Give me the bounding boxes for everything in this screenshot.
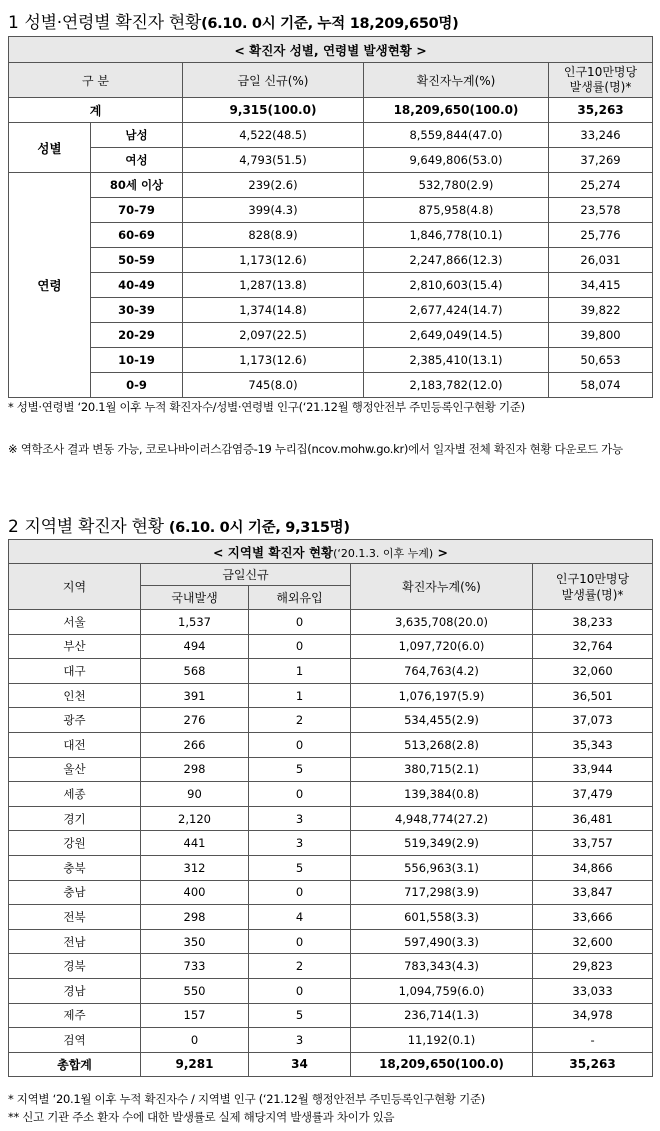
section2-number: 2 [8,517,19,537]
header-rate-line2: 발생률(명)* [561,587,624,602]
row-region: 충북 [9,855,141,880]
row-cumulative: 1,076,197(5.9) [351,683,533,708]
header-cumulative: 확진자누계(%) [364,63,549,98]
table-row [9,782,653,807]
row-rate: 34,866 [533,855,653,880]
row-cumulative: 532,780(2.9) [364,173,549,198]
total-domestic: 9,281 [141,1052,249,1077]
row-new: 1,173(12.6) [183,348,364,373]
age-group-label: 연령 [9,173,91,398]
section2-title: 지역별 확진자 현황 [24,517,164,537]
row-rate: 34,978 [533,1003,653,1028]
sex-group-label: 성별 [9,123,91,173]
total-rate: 35,263 [549,98,653,123]
row-cumulative: 1,094,759(6.0) [351,978,533,1003]
row-domestic: 276 [141,708,249,733]
row-new: 4,793(51.5) [183,148,364,173]
row-new: 1,173(12.6) [183,248,364,273]
row-cumulative: 1,846,778(10.1) [364,223,549,248]
total-cumulative: 18,209,650(100.0) [364,98,549,123]
table-row [9,732,653,757]
table-row [9,905,653,930]
row-region: 강원 [9,831,141,856]
table-row [9,659,653,684]
row-rate: 33,033 [533,978,653,1003]
row-overseas: 0 [249,782,351,807]
total-label: 총합계 [9,1052,141,1077]
row-region: 대구 [9,659,141,684]
row-rate: 37,269 [549,148,653,173]
table-row [9,954,653,979]
table-row [9,323,653,348]
row-label: 40-49 [91,273,183,298]
row-label: 50-59 [91,248,183,273]
row-cumulative: 764,763(4.2) [351,659,533,684]
row-label: 남성 [91,123,183,148]
row-domestic: 733 [141,954,249,979]
row-cumulative: 556,963(3.1) [351,855,533,880]
row-domestic: 266 [141,732,249,757]
table-row [9,198,653,223]
row-domestic: 90 [141,782,249,807]
row-rate: 33,757 [533,831,653,856]
row-rate: 33,666 [533,905,653,930]
row-overseas: 2 [249,954,351,979]
row-cumulative: 4,948,774(27.2) [351,806,533,831]
table-row [9,298,653,323]
section1-number: 1 [8,13,19,33]
table-row [9,929,653,954]
row-region: 경남 [9,978,141,1003]
section1-note2: ※ 역학조사 결과 변동 가능, 코로나바이러스감염증-19 누리집(ncov.mohw.go.kr)에서 일자별 전체 확진자 현황 다운로드 가능 [8,442,623,456]
row-cumulative: 2,677,424(14.7) [364,298,549,323]
caption-end: > [437,544,449,560]
row-overseas: 1 [249,659,351,684]
row-overseas: 4 [249,905,351,930]
section2-note1: * 지역별 ‘20.1월 이후 누적 확진자수 / 지역별 인구 (‘21.12월 행정안전부 주민등록인구현황 기준) [8,1092,485,1106]
row-new: 4,522(48.5) [183,123,364,148]
row-rate: 34,415 [549,273,653,298]
row-rate: 39,822 [549,298,653,323]
header-new: 금일 신규(%) [183,63,364,98]
caption-sub: (‘20.1.3. 이후 누계) [333,546,434,560]
row-rate: 23,578 [549,198,653,223]
row-overseas: 3 [249,806,351,831]
row-domestic: 494 [141,634,249,659]
section1-title: 성별·연령별 확진자 현황 [24,13,202,33]
row-region: 충남 [9,880,141,905]
section2-subtitle: (6.10. 0시 기준, 9,315명) [168,520,350,536]
table-row [9,123,653,148]
table-caption-row [9,37,653,63]
header-rate-line1: 인구10만명당 [555,571,630,586]
section1-subtitle: (6.10. 0시 기준, 누적 18,209,650명) [201,16,459,32]
row-cumulative: 875,958(4.8) [364,198,549,223]
row-region: 인천 [9,683,141,708]
table-row [9,223,653,248]
row-rate: 33,246 [549,123,653,148]
total-overseas: 34 [249,1052,351,1077]
row-region: 경북 [9,954,141,979]
row-overseas: 3 [249,831,351,856]
row-domestic: 391 [141,683,249,708]
row-cumulative: 597,490(3.3) [351,929,533,954]
table-header-row [9,564,653,586]
row-label: 20-29 [91,323,183,348]
row-label: 70-79 [91,198,183,223]
row-domestic: 400 [141,880,249,905]
row-domestic: 157 [141,1003,249,1028]
row-rate: 25,274 [549,173,653,198]
row-cumulative: 2,649,049(14.5) [364,323,549,348]
table-row [9,1003,653,1028]
row-rate: - [533,1028,653,1053]
row-rate: 37,479 [533,782,653,807]
row-rate: 37,073 [533,708,653,733]
row-new: 1,374(14.8) [183,298,364,323]
row-overseas: 0 [249,880,351,905]
row-region: 전남 [9,929,141,954]
table-row [9,978,653,1003]
row-domestic: 350 [141,929,249,954]
table-row [9,373,653,398]
row-cumulative: 513,268(2.8) [351,732,533,757]
table-row [9,855,653,880]
total-new: 9,315(100.0) [183,98,364,123]
row-region: 제주 [9,1003,141,1028]
row-rate: 33,847 [533,880,653,905]
row-domestic: 312 [141,855,249,880]
row-region: 검역 [9,1028,141,1053]
section2-heading [8,512,350,537]
row-overseas: 3 [249,1028,351,1053]
row-label: 60-69 [91,223,183,248]
row-new: 399(4.3) [183,198,364,223]
row-rate: 29,823 [533,954,653,979]
row-cumulative: 2,385,410(13.1) [364,348,549,373]
table-row [9,348,653,373]
row-rate: 32,060 [533,659,653,684]
row-rate: 50,653 [549,348,653,373]
table-row [9,880,653,905]
row-new: 1,287(13.8) [183,273,364,298]
sex-age-table [8,36,653,398]
table-caption [9,540,653,564]
table-row [9,273,653,298]
row-rate: 58,074 [549,373,653,398]
table-row [9,806,653,831]
row-overseas: 5 [249,855,351,880]
row-rate: 39,800 [549,323,653,348]
table-row [9,1028,653,1053]
row-domestic: 568 [141,659,249,684]
region-table [8,539,653,1077]
row-label: 30-39 [91,298,183,323]
row-domestic: 0 [141,1028,249,1053]
row-cumulative: 3,635,708(20.0) [351,610,533,635]
table-row [9,708,653,733]
row-overseas: 2 [249,708,351,733]
row-region: 전북 [9,905,141,930]
row-cumulative: 11,192(0.1) [351,1028,533,1053]
table-row [9,248,653,273]
row-overseas: 1 [249,683,351,708]
total-rate: 35,263 [533,1052,653,1077]
row-new: 2,097(22.5) [183,323,364,348]
table-row [9,683,653,708]
row-label: 여성 [91,148,183,173]
row-new: 745(8.0) [183,373,364,398]
row-cumulative: 139,384(0.8) [351,782,533,807]
row-overseas: 5 [249,1003,351,1028]
row-cumulative: 9,649,806(53.0) [364,148,549,173]
total-cumulative: 18,209,650(100.0) [351,1052,533,1077]
row-region: 경기 [9,806,141,831]
row-rate: 32,600 [533,929,653,954]
row-cumulative: 534,455(2.9) [351,708,533,733]
header-region: 지역 [9,564,141,610]
row-cumulative: 601,558(3.3) [351,905,533,930]
row-domestic: 2,120 [141,806,249,831]
row-domestic: 298 [141,757,249,782]
table-row [9,757,653,782]
header-domestic: 국내발생 [141,586,249,610]
table-row [9,610,653,635]
row-domestic: 550 [141,978,249,1003]
table-caption-row [9,540,653,564]
header-today: 금일신규 [141,564,351,586]
row-rate: 25,776 [549,223,653,248]
caption-main: < 지역별 확진자 현황 [212,544,334,560]
header-overseas: 해외유입 [249,586,351,610]
row-cumulative: 519,349(2.9) [351,831,533,856]
row-rate: 26,031 [549,248,653,273]
row-overseas: 0 [249,929,351,954]
header-rate [549,63,653,98]
row-domestic: 298 [141,905,249,930]
row-overseas: 0 [249,732,351,757]
row-label: 0-9 [91,373,183,398]
row-overseas: 5 [249,757,351,782]
row-region: 광주 [9,708,141,733]
row-rate: 32,764 [533,634,653,659]
row-label: 80세 이상 [91,173,183,198]
row-region: 부산 [9,634,141,659]
row-cumulative: 2,183,782(12.0) [364,373,549,398]
row-cumulative: 236,714(1.3) [351,1003,533,1028]
header-cumulative: 확진자누계(%) [351,564,533,610]
section1-note1: * 성별·연령별 ‘20.1월 이후 누적 확진자수/성별·연령별 인구(‘21.12월 행정안전부 주민등록인구현황 기준) [8,400,525,414]
table-row [9,831,653,856]
row-region: 울산 [9,757,141,782]
total-row [9,1052,653,1077]
row-cumulative: 783,343(4.3) [351,954,533,979]
row-overseas: 0 [249,610,351,635]
row-cumulative: 8,559,844(47.0) [364,123,549,148]
row-overseas: 0 [249,978,351,1003]
row-cumulative: 717,298(3.9) [351,880,533,905]
row-label: 10-19 [91,348,183,373]
table-row [9,148,653,173]
total-label: 계 [9,98,183,123]
table-caption: < 확진자 성별, 연령별 발생현황 > [9,37,653,63]
row-rate: 38,233 [533,610,653,635]
section2-note2: ** 신고 기관 주소 환자 수에 대한 발생률로 실제 해당지역 발생률과 차이가 있음 [8,1110,395,1124]
header-rate-line2: 발생률(명)* [569,80,632,94]
table-row [9,634,653,659]
table-header-row [9,63,653,98]
row-rate: 33,944 [533,757,653,782]
row-rate: 36,501 [533,683,653,708]
row-rate: 35,343 [533,732,653,757]
section1-heading [8,8,458,33]
table-row [9,173,653,198]
row-region: 세종 [9,782,141,807]
row-new: 239(2.6) [183,173,364,198]
row-cumulative: 380,715(2.1) [351,757,533,782]
total-row [9,98,653,123]
row-domestic: 441 [141,831,249,856]
header-category: 구 분 [9,63,183,98]
row-region: 서울 [9,610,141,635]
row-new: 828(8.9) [183,223,364,248]
row-domestic: 1,537 [141,610,249,635]
row-region: 대전 [9,732,141,757]
row-rate: 36,481 [533,806,653,831]
row-overseas: 0 [249,634,351,659]
row-cumulative: 2,810,603(15.4) [364,273,549,298]
row-cumulative: 2,247,866(12.3) [364,248,549,273]
header-rate [533,564,653,610]
row-cumulative: 1,097,720(6.0) [351,634,533,659]
header-rate-line1: 인구10만명당 [563,65,638,79]
